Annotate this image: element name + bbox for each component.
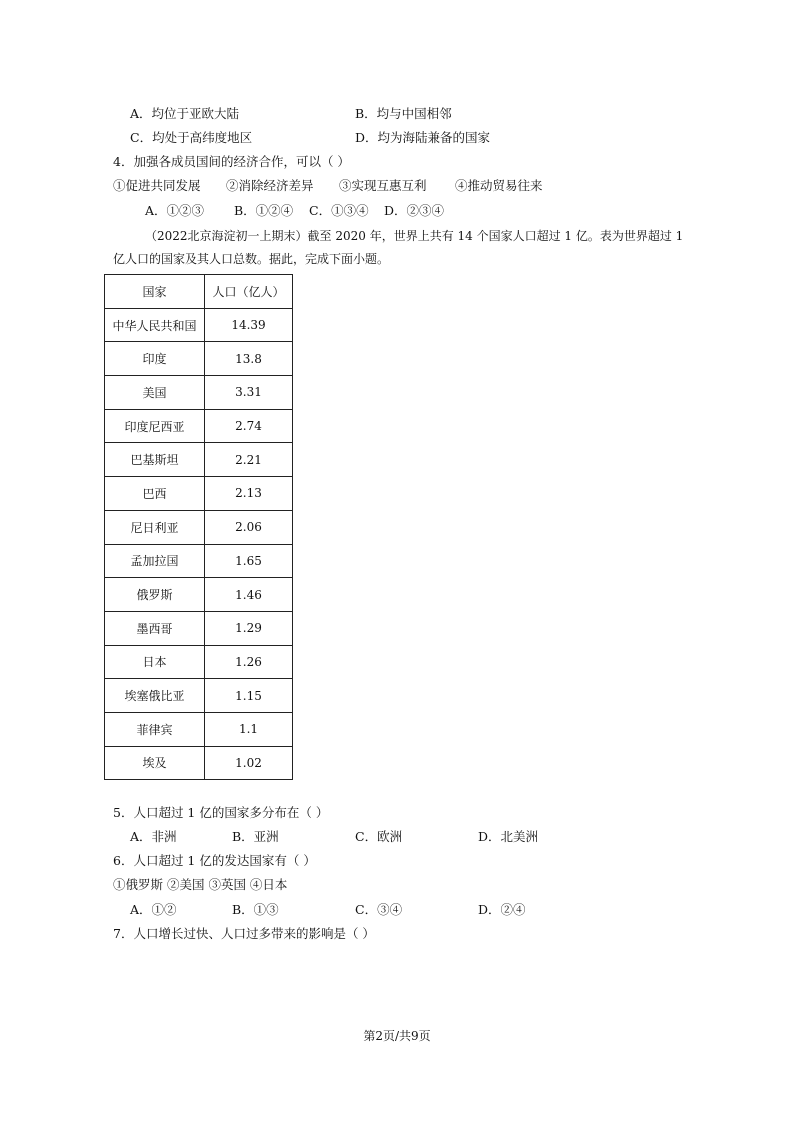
q6-items: ①俄罗斯 ②美国 ③英国 ④日本 (113, 877, 288, 892)
table-row (105, 746, 293, 780)
table-row (105, 342, 293, 376)
q3-option-d: D．均为海陆兼备的国家 (355, 130, 491, 145)
population-cell: 13.8 (205, 342, 293, 376)
header-population: 人口（亿人） (205, 275, 293, 309)
table-row (105, 376, 293, 410)
country-cell: 日本 (105, 645, 205, 679)
country-cell: 中华人民共和国 (105, 308, 205, 342)
country-cell: 埃塞俄比亚 (105, 679, 205, 713)
passage-line-2: 亿人口的国家及其人口总数。据此，完成下面小题。 (113, 252, 390, 266)
country-cell: 俄罗斯 (105, 578, 205, 612)
table-row (105, 712, 293, 746)
q4-option-c: C．①③④ (309, 203, 369, 218)
population-cell: 1.1 (205, 712, 293, 746)
population-cell: 1.26 (205, 645, 293, 679)
table-row (105, 544, 293, 578)
q6-option-b: B．①③ (232, 902, 279, 917)
q4-option-b: B．①②④ (234, 203, 294, 218)
country-cell: 美国 (105, 376, 205, 410)
q5-option-b: B．亚洲 (232, 829, 279, 844)
population-cell: 2.13 (205, 477, 293, 511)
q3-option-a: A．均位于亚欧大陆 (130, 106, 240, 121)
q5-option-d: D．北美洲 (478, 829, 539, 844)
population-cell: 14.39 (205, 308, 293, 342)
country-cell: 孟加拉国 (105, 544, 205, 578)
table-row (105, 578, 293, 612)
q4-stem: 4．加强各成员国间的经济合作，可以（ ） (113, 154, 350, 169)
table-row (105, 443, 293, 477)
q5-option-c: C．欧洲 (355, 829, 403, 844)
population-cell: 2.74 (205, 409, 293, 443)
q6-option-c: C．③④ (355, 902, 403, 917)
population-cell: 1.65 (205, 544, 293, 578)
country-cell: 印度 (105, 342, 205, 376)
q3-option-b: B．均与中国相邻 (355, 106, 452, 121)
population-cell: 1.46 (205, 578, 293, 612)
population-cell: 2.06 (205, 510, 293, 544)
q4-item-3: ③实现互惠互利 (339, 178, 427, 193)
country-cell: 尼日利亚 (105, 510, 205, 544)
table-row (105, 409, 293, 443)
header-country: 国家 (105, 275, 205, 309)
q5-stem: 5．人口超过 1 亿的国家多分布在（ ） (113, 805, 329, 820)
table-row (105, 477, 293, 511)
population-cell: 1.29 (205, 611, 293, 645)
table-row (105, 308, 293, 342)
country-cell: 墨西哥 (105, 611, 205, 645)
population-cell: 1.15 (205, 679, 293, 713)
q6-stem: 6．人口超过 1 亿的发达国家有（ ） (113, 853, 316, 868)
country-cell: 巴西 (105, 477, 205, 511)
q6-option-d: D．②④ (478, 902, 526, 917)
q4-item-1: ①促进共同发展 (113, 178, 201, 193)
country-cell: 印度尼西亚 (105, 409, 205, 443)
population-cell: 3.31 (205, 376, 293, 410)
page-footer: 第2页/共9页 (363, 1029, 431, 1043)
population-cell: 2.21 (205, 443, 293, 477)
passage-line-1: （2022北京海淀初一上期末）截至 2020 年，世界上共有 14 个国家人口超过 1 亿。表为世界超过 1 (145, 229, 684, 243)
table-row (105, 645, 293, 679)
table-row (105, 611, 293, 645)
country-cell: 菲律宾 (105, 712, 205, 746)
country-cell: 埃及 (105, 746, 205, 780)
q5-option-a: A．非洲 (130, 829, 177, 844)
table-header-row (105, 275, 293, 309)
table-row (105, 510, 293, 544)
q6-option-a: A．①② (130, 902, 177, 917)
q7-stem: 7．人口增长过快、人口过多带来的影响是（ ） (113, 926, 375, 941)
q4-item-4: ④推动贸易往来 (455, 178, 543, 193)
q4-option-a: A．①②③ (145, 203, 205, 218)
q3-option-c: C．均处于高纬度地区 (130, 130, 253, 145)
q4-item-2: ②消除经济差异 (226, 178, 314, 193)
population-cell: 1.02 (205, 746, 293, 780)
country-cell: 巴基斯坦 (105, 443, 205, 477)
population-table (104, 274, 293, 780)
table-row (105, 679, 293, 713)
q4-option-d: D．②③④ (384, 203, 445, 218)
